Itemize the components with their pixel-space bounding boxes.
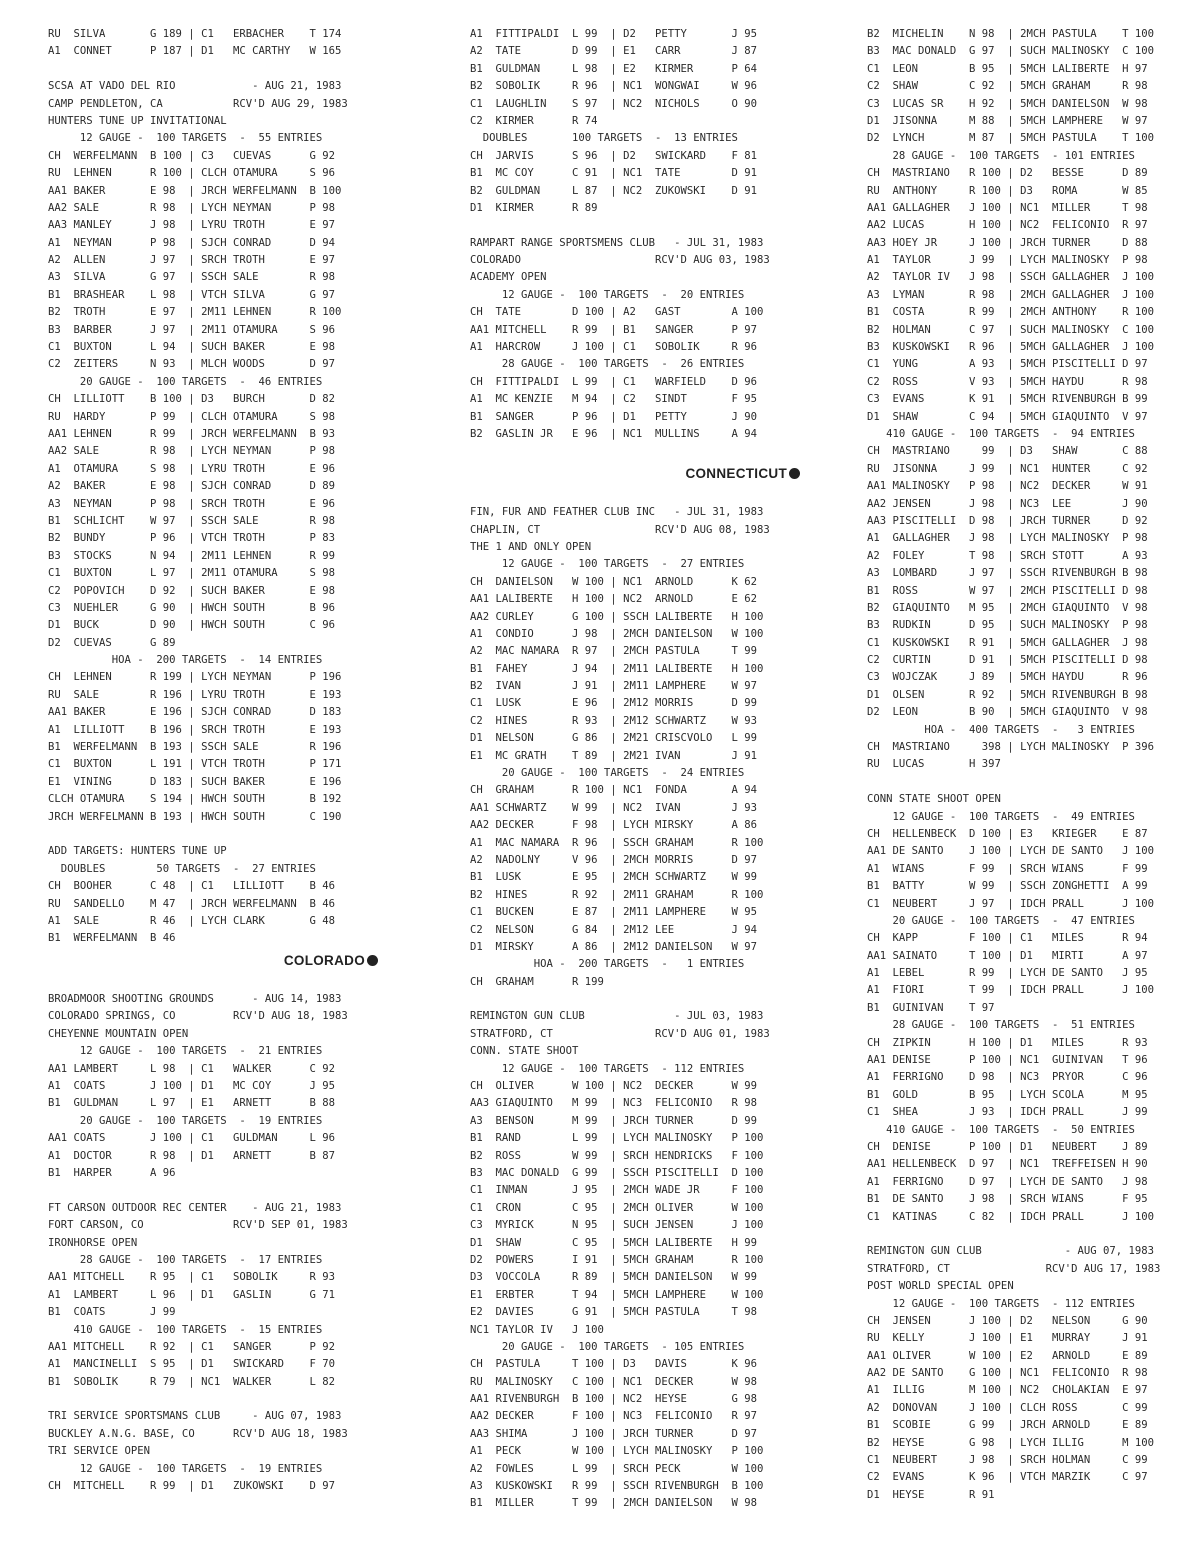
- result-line: B3 RUDKIN D 95 | SUCH MALINOSKY P 98: [867, 619, 1148, 632]
- result-line: AA2 SALE R 98 | LYCH NEYMAN P 98: [48, 201, 336, 214]
- result-line: FIN, FUR AND FEATHER CLUB INC - JUL 31, 1983: [470, 506, 764, 519]
- result-line: B1 SCOBIE G 99 | JRCH ARNOLD E 89: [867, 1419, 1148, 1432]
- result-line: CH GRAHAM R 199: [470, 975, 604, 988]
- result-line: CH DANIELSON W 100 | NC1 ARNOLD K 62: [470, 575, 758, 588]
- result-line: CONN STATE SHOOT OPEN: [867, 793, 1001, 806]
- result-line: B1 BRASHEAR L 98 | VTCH SILVA G 97: [48, 288, 336, 301]
- column-3: [867, 26, 1187, 1504]
- result-line: COLORADO SPRINGS, CO RCV'D AUG 18, 1983: [48, 1010, 348, 1023]
- result-line: THE 1 AND ONLY OPEN: [470, 540, 592, 553]
- result-line: AA3 HOEY JR J 100 | JRCH TURNER D 88: [867, 236, 1148, 249]
- result-line: A2 TAYLOR IV J 98 | SSCH GALLAGHER J 100: [867, 271, 1155, 284]
- result-line: CH DENISE P 100 | D1 NEUBERT J 89: [867, 1141, 1148, 1153]
- result-line: RU SALE R 196 | LYRU TROTH E 193: [48, 688, 342, 701]
- result-line: BUCKLEY A.N.G. BASE, CO RCV'D AUG 18, 1983: [48, 1427, 348, 1440]
- result-line: 20 GAUGE - 100 TARGETS - 24 ENTRIES: [470, 767, 745, 780]
- result-line: A1 GALLAGHER J 98 | LYCH MALINOSKY P 98: [867, 532, 1148, 545]
- result-line: 410 GAUGE - 100 TARGETS - 94 ENTRIES: [867, 427, 1135, 440]
- result-line: RU SILVA G 189 | C1 ERBACHER T 174: [48, 28, 342, 40]
- result-line: B2 HINES R 92 | 2M11 GRAHAM R 100: [470, 888, 764, 901]
- result-line: A2 ALLEN J 97 | SRCH TROTH E 97: [48, 254, 336, 267]
- result-line: 12 GAUGE - 100 TARGETS - 112 ENTRIES: [470, 1062, 745, 1075]
- result-line: RU KELLY J 100 | E1 MURRAY J 91: [867, 1332, 1148, 1345]
- result-line: A1 MC KENZIE M 94 | C2 SINDT F 95: [470, 393, 758, 406]
- result-line: AA1 DE SANTO J 100 | LYCH DE SANTO J 100: [867, 845, 1155, 858]
- result-line: B3 BARBER J 97 | 2M11 OTAMURA S 96: [48, 323, 336, 336]
- result-line: B1 COATS J 99: [48, 1306, 176, 1319]
- result-line: AA1 GALLAGHER J 100 | NC1 MILLER T 98: [867, 201, 1148, 214]
- result-line: A1 MANCINELLI S 95 | D1 SWICKARD F 70: [48, 1358, 336, 1371]
- result-line: B1 MC COY C 91 | NC1 TATE D 91: [470, 167, 758, 180]
- result-line: A1 FIORI T 99 | IDCH PRALL J 100: [867, 984, 1155, 997]
- result-line: D1 SHAW C 95 | 5MCH LALIBERTE H 99: [470, 1236, 758, 1249]
- result-line: CH JARVIS S 96 | D2 SWICKARD F 81: [470, 149, 758, 162]
- result-line: C1 KUSKOWSKI R 91 | 5MCH GALLAGHER J 98: [867, 636, 1148, 649]
- result-line: E1 ERBTER T 94 | 5MCH LAMPHERE W 100: [470, 1288, 764, 1301]
- result-line: IRONHORSE OPEN: [48, 1236, 138, 1249]
- result-line: B1 HARPER A 96: [48, 1167, 176, 1179]
- result-line: STRATFORD, CT RCV'D AUG 17, 1983: [867, 1262, 1161, 1275]
- blank-line: [48, 61, 378, 78]
- result-line: AA1 BAKER E 98 | JRCH WERFELMANN B 100: [48, 184, 342, 197]
- result-line: A1 ILLIG M 100 | NC2 CHOLAKIAN E 97: [867, 1384, 1148, 1397]
- result-line: C2 EVANS K 96 | VTCH MARZIK C 97: [867, 1471, 1148, 1484]
- result-line: CH MITCHELL R 99 | D1 ZUKOWSKI D 97: [48, 1480, 336, 1493]
- state-heading: [470, 461, 800, 487]
- result-line: A2 DONOVAN J 100 | CLCH ROSS C 99: [867, 1401, 1148, 1414]
- result-line: 28 GAUGE - 100 TARGETS - 51 ENTRIES: [867, 1019, 1135, 1032]
- result-line: A2 TATE D 99 | E1 CARR J 87: [470, 45, 758, 58]
- result-line: RU MALINOSKY C 100 | NC1 DECKER W 98: [470, 1375, 758, 1388]
- result-line: AA1 LALIBERTE H 100 | NC2 ARNOLD E 62: [470, 593, 758, 606]
- result-line: FORT CARSON, CO RCV'D SEP 01, 1983: [48, 1219, 348, 1232]
- result-line: AA1 LAMBERT L 98 | C1 WALKER C 92: [48, 1062, 336, 1075]
- result-line: 12 GAUGE - 100 TARGETS - 21 ENTRIES: [48, 1045, 323, 1058]
- result-line: B2 BUNDY P 96 | VTCH TROTH P 83: [48, 532, 336, 545]
- result-line: A1 FERRIGNO D 98 | NC3 PRYOR C 96: [867, 1071, 1148, 1084]
- result-line: C1 LUSK E 96 | 2M12 MORRIS D 99: [470, 697, 758, 710]
- result-line: CH WERFELMANN B 100 | C3 CUEVAS G 92: [48, 149, 336, 162]
- blank-line: [867, 1226, 1187, 1243]
- result-line: CONN. STATE SHOOT: [470, 1045, 579, 1058]
- result-line: B2 HOLMAN C 97 | SUCH MALINOSKY C 100: [867, 323, 1155, 336]
- result-line: A1 DOCTOR R 98 | D1 ARNETT B 87: [48, 1149, 336, 1162]
- result-line: 28 GAUGE - 100 TARGETS - 26 ENTRIES: [470, 358, 745, 371]
- column-1: [48, 26, 378, 1495]
- result-line: C1 YUNG A 93 | 5MCH PISCITELLI D 97: [867, 358, 1148, 371]
- result-line: D3 VOCCOLA R 89 | 5MCH DANIELSON W 99: [470, 1271, 758, 1284]
- result-line: C1 LEON B 95 | 5MCH LALIBERTE H 97: [867, 62, 1148, 75]
- result-line: B1 COSTA R 99 | 2MCH ANTHONY R 100: [867, 306, 1155, 319]
- result-line: AA1 SAINATO T 100 | D1 MIRTI A 97: [867, 949, 1148, 962]
- result-line: REMINGTON GUN CLUB - AUG 07, 1983: [867, 1245, 1155, 1258]
- result-line: C3 NUEHLER G 90 | HWCH SOUTH B 96: [48, 601, 336, 614]
- result-line: AA1 MITCHELL R 99 | B1 SANGER P 97: [470, 323, 758, 336]
- result-line: C1 BUXTON L 97 | 2M11 OTAMURA S 98: [48, 567, 336, 580]
- result-line: RU LUCAS H 397: [867, 758, 1001, 771]
- result-line: HUNTERS TUNE UP INVITATIONAL: [48, 114, 227, 127]
- result-line: A1 HARCROW J 100 | C1 SOBOLIK R 96: [470, 341, 758, 354]
- result-line: C2 ZEITERS N 93 | MLCH WOODS D 97: [48, 358, 336, 371]
- result-line: CH FITTIPALDI L 99 | C1 WARFIELD D 96: [470, 375, 758, 388]
- result-line: B1 WERFELMANN B 193 | SSCH SALE R 196: [48, 741, 342, 754]
- result-line: C2 SHAW C 92 | 5MCH GRAHAM R 98: [867, 80, 1148, 93]
- result-line: E1 MC GRATH T 89 | 2M21 IVAN J 91: [470, 749, 758, 762]
- result-line: D1 MIRSKY A 86 | 2M12 DANIELSON W 97: [470, 940, 758, 953]
- result-line: A1 WIANS F 99 | SRCH WIANS F 99: [867, 862, 1148, 875]
- result-line: A2 BAKER E 98 | SJCH CONRAD D 89: [48, 480, 336, 493]
- result-line: B2 IVAN J 91 | 2M11 LAMPHERE W 97: [470, 680, 758, 693]
- result-line: B2 MICHELIN N 98 | 2MCH PASTULA T 100: [867, 28, 1155, 40]
- result-line: C3 WOJCZAK J 89 | 5MCH HAYDU R 96: [867, 671, 1148, 684]
- result-line: A1 LAMBERT L 96 | D1 GASLIN G 71: [48, 1288, 336, 1301]
- result-line: A1 LILLIOTT B 196 | SRCH TROTH E 193: [48, 723, 342, 736]
- blank-line: [48, 1391, 378, 1408]
- result-line: B1 MILLER T 99 | 2MCH DANIELSON W 98: [470, 1497, 758, 1510]
- result-line: AA1 HELLENBECK D 97 | NC1 TREFFEISEN H 90: [867, 1158, 1148, 1171]
- result-line: CH PASTULA T 100 | D3 DAVIS K 96: [470, 1358, 758, 1371]
- result-line: A3 KUSKOWSKI R 99 | SSCH RIVENBURGH B 100: [470, 1480, 764, 1493]
- result-line: C2 ROSS V 93 | 5MCH HAYDU R 98: [867, 375, 1148, 388]
- result-line: AA2 LUCAS H 100 | NC2 FELICONIO R 97: [867, 219, 1148, 232]
- result-line: RU ANTHONY R 100 | D3 ROMA W 85: [867, 184, 1148, 197]
- result-line: CH JENSEN J 100 | D2 NELSON G 90: [867, 1314, 1148, 1327]
- result-line: A3 BENSON M 99 | JRCH TURNER D 99: [470, 1114, 758, 1127]
- result-line: RU JISONNA J 99 | NC1 HUNTER C 92: [867, 462, 1148, 475]
- result-line: CH ZIPKIN H 100 | D1 MILES R 93: [867, 1036, 1148, 1049]
- result-line: C1 LAUGHLIN S 97 | NC2 NICHOLS O 90: [470, 97, 758, 110]
- result-line: B3 MAC DONALD G 97 | SUCH MALINOSKY C 100: [867, 45, 1155, 58]
- result-line: RU HARDY P 99 | CLCH OTAMURA S 98: [48, 410, 336, 423]
- result-line: AA2 SALE R 98 | LYCH NEYMAN P 98: [48, 445, 336, 458]
- result-line: D1 KIRMER R 89: [470, 201, 598, 214]
- blank-line: [48, 826, 378, 843]
- result-line: B3 KUSKOWSKI R 96 | 5MCH GALLAGHER J 100: [867, 341, 1155, 354]
- result-line: C3 LUCAS SR H 92 | 5MCH DANIELSON W 98: [867, 97, 1148, 110]
- result-line: AA3 MANLEY J 98 | LYRU TROTH E 97: [48, 219, 336, 232]
- result-line: A1 SALE R 46 | LYCH CLARK G 48: [48, 914, 336, 927]
- result-line: D1 SHAW C 94 | 5MCH GIAQUINTO V 97: [867, 410, 1148, 423]
- result-line: C2 CURTIN D 91 | 5MCH PISCITELLI D 98: [867, 654, 1148, 667]
- result-line: B2 TROTH E 97 | 2M11 LEHNEN R 100: [48, 306, 342, 319]
- result-line: A3 NEYMAN P 98 | SRCH TROTH E 96: [48, 497, 336, 510]
- result-line: 12 GAUGE - 100 TARGETS - 27 ENTRIES: [470, 558, 745, 571]
- result-line: C1 NEUBERT J 97 | IDCH PRALL J 100: [867, 897, 1155, 910]
- result-line: A1 CONNET P 187 | D1 MC CARTHY W 165: [48, 45, 342, 58]
- result-line: B3 MAC DONALD G 99 | SSCH PISCITELLI D 100: [470, 1167, 764, 1179]
- result-line: A1 PECK W 100 | LYCH MALINOSKY P 100: [470, 1445, 764, 1458]
- column-2: [470, 26, 800, 1513]
- result-line: B1 GOLD B 95 | LYCH SCOLA M 95: [867, 1088, 1148, 1101]
- result-line: 20 GAUGE - 100 TARGETS - 105 ENTRIES: [470, 1340, 745, 1353]
- result-line: B1 GUINIVAN T 97: [867, 1001, 995, 1014]
- result-line: CH HELLENBECK D 100 | E3 KRIEGER E 87: [867, 827, 1148, 840]
- blank-line: [470, 991, 800, 1008]
- blank-line: [470, 217, 800, 234]
- result-line: CH TATE D 100 | A2 GAST A 100: [470, 306, 764, 319]
- result-line: B2 HEYSE G 98 | LYCH ILLIG M 100: [867, 1436, 1155, 1449]
- blank-line: [470, 487, 800, 504]
- result-line: COLORADO RCV'D AUG 03, 1983: [470, 254, 770, 267]
- result-line: E2 DAVIES G 91 | 5MCH PASTULA T 98: [470, 1306, 758, 1319]
- result-line: D2 LYNCH M 87 | 5MCH PASTULA T 100: [867, 132, 1155, 145]
- result-line: C2 HINES R 93 | 2M12 SCHWARTZ W 93: [470, 714, 758, 727]
- result-line: C1 KATINAS C 82 | IDCH PRALL J 100: [867, 1210, 1155, 1223]
- result-line: B1 SANGER P 96 | D1 PETTY J 90: [470, 410, 758, 423]
- result-line: CH MASTRIANO 99 | D3 SHAW C 88: [867, 445, 1148, 458]
- result-line: CH KAPP F 100 | C1 MILES R 94: [867, 932, 1148, 945]
- result-line: 12 GAUGE - 100 TARGETS - 20 ENTRIES: [470, 288, 745, 301]
- result-line: AA2 CURLEY G 100 | SSCH LALIBERTE H 100: [470, 610, 764, 623]
- result-line: C1 BUXTON L 94 | SUCH BAKER E 98: [48, 341, 336, 354]
- result-line: B1 RAND L 99 | LYCH MALINOSKY P 100: [470, 1132, 764, 1145]
- result-line: B2 GASLIN JR E 96 | NC1 MULLINS A 94: [470, 427, 758, 440]
- result-line: AA1 RIVENBURGH B 100 | NC2 HEYSE G 98: [470, 1393, 758, 1406]
- blank-line: [470, 443, 800, 460]
- result-line: B2 ROSS W 99 | SRCH HENDRICKS F 100: [470, 1149, 764, 1162]
- result-line: B1 FAHEY J 94 | 2M11 LALIBERTE H 100: [470, 662, 764, 675]
- result-line: A1 FITTIPALDI L 99 | D2 PETTY J 95: [470, 28, 758, 40]
- result-line: C1 INMAN J 95 | 2MCH WADE JR F 100: [470, 1184, 764, 1197]
- result-line: FT CARSON OUTDOOR REC CENTER - AUG 21, 1983: [48, 1201, 342, 1214]
- result-line: C1 BUXTON L 191 | VTCH TROTH P 171: [48, 758, 342, 771]
- result-line: AA1 LEHNEN R 99 | JRCH WERFELMANN B 93: [48, 427, 336, 440]
- result-line: C2 NELSON G 84 | 2M12 LEE J 94: [470, 923, 758, 936]
- result-line: 410 GAUGE - 100 TARGETS - 15 ENTRIES: [48, 1323, 323, 1336]
- result-line: POST WORLD SPECIAL OPEN: [867, 1280, 1014, 1293]
- result-line: C3 EVANS K 91 | 5MCH RIVENBURGH B 99: [867, 393, 1148, 406]
- state-heading-label: CONNECTICUT: [685, 465, 787, 481]
- result-line: A1 NEYMAN P 98 | SJCH CONRAD D 94: [48, 236, 336, 249]
- result-line: AA3 SHIMA J 100 | JRCH TURNER D 97: [470, 1427, 758, 1440]
- result-line: CH OLIVER W 100 | NC2 DECKER W 99: [470, 1080, 758, 1093]
- result-line: CH GRAHAM R 100 | NC1 FONDA A 94: [470, 784, 758, 797]
- result-line: 28 GAUGE - 100 TARGETS - 17 ENTRIES: [48, 1253, 323, 1266]
- result-line: JRCH WERFELMANN B 193 | HWCH SOUTH C 190: [48, 810, 342, 823]
- result-line: CH MASTRIANO R 100 | D2 BESSE D 89: [867, 167, 1148, 180]
- result-line: AA2 DECKER F 98 | LYCH MIRSKY A 86: [470, 819, 758, 832]
- result-line: B1 WERFELMANN B 46: [48, 932, 176, 945]
- result-line: AA1 BAKER E 196 | SJCH CONRAD D 183: [48, 706, 342, 719]
- result-line: DOUBLES 100 TARGETS - 13 ENTRIES: [470, 132, 738, 145]
- result-line: BROADMOOR SHOOTING GROUNDS - AUG 14, 1983: [48, 993, 342, 1006]
- result-line: 410 GAUGE - 100 TARGETS - 50 ENTRIES: [867, 1123, 1135, 1136]
- result-line: ADD TARGETS: HUNTERS TUNE UP: [48, 845, 227, 858]
- result-line: 20 GAUGE - 100 TARGETS - 47 ENTRIES: [867, 914, 1135, 927]
- result-line: AA2 DECKER F 100 | NC3 FELICONIO R 97: [470, 1410, 758, 1423]
- blank-line: [48, 1182, 378, 1199]
- result-line: B1 BATTY W 99 | SSCH ZONGHETTI A 99: [867, 880, 1148, 893]
- result-line: A1 OTAMURA S 98 | LYRU TROTH E 96: [48, 462, 336, 475]
- result-line: B2 GIAQUINTO M 95 | 2MCH GIAQUINTO V 98: [867, 601, 1148, 614]
- result-line: A1 COATS J 100 | D1 MC COY J 95: [48, 1080, 336, 1093]
- result-line: C3 MYRICK N 95 | SUCH JENSEN J 100: [470, 1219, 764, 1232]
- result-line: C1 CRON C 95 | 2MCH OLIVER W 100: [470, 1201, 764, 1214]
- result-line: A1 MAC NAMARA R 96 | SSCH GRAHAM R 100: [470, 836, 764, 849]
- state-heading-label: COLORADO: [283, 952, 365, 968]
- result-line: A1 LEBEL R 99 | LYCH DE SANTO J 95: [867, 967, 1148, 980]
- result-line: B1 SCHLICHT W 97 | SSCH SALE R 98: [48, 514, 336, 527]
- result-line: D2 LEON B 90 | 5MCH GIAQUINTO V 98: [867, 706, 1148, 719]
- state-heading: [48, 948, 378, 974]
- result-line: B2 GULDMAN L 87 | NC2 ZUKOWSKI D 91: [470, 184, 758, 197]
- result-line: A2 FOWLES L 99 | SRCH PECK W 100: [470, 1462, 764, 1475]
- result-line: CH LILLIOTT B 100 | D3 BURCH D 82: [48, 393, 336, 406]
- result-line: AA1 COATS J 100 | C1 GULDMAN L 96: [48, 1132, 336, 1145]
- result-line: AA3 PISCITELLI D 98 | JRCH TURNER D 92: [867, 514, 1148, 527]
- result-line: CH LEHNEN R 199 | LYCH NEYMAN P 196: [48, 671, 342, 684]
- result-line: CHEYENNE MOUNTAIN OPEN: [48, 1027, 189, 1040]
- result-line: A3 LYMAN R 98 | 2MCH GALLAGHER J 100: [867, 288, 1155, 301]
- result-line: D1 JISONNA M 88 | 5MCH LAMPHERE W 97: [867, 114, 1148, 127]
- result-line: B2 SOBOLIK R 96 | NC1 WONGWAI W 96: [470, 80, 758, 93]
- result-line: 28 GAUGE - 100 TARGETS - 101 ENTRIES: [867, 149, 1135, 162]
- result-line: A3 LOMBARD J 97 | SSCH RIVENBURGH B 98: [867, 567, 1148, 580]
- result-line: CLCH OTAMURA S 194 | HWCH SOUTH B 192: [48, 793, 342, 806]
- result-line: D2 CUEVAS G 89: [48, 636, 176, 649]
- result-line: D1 BUCK D 90 | HWCH SOUTH C 96: [48, 619, 336, 632]
- result-line: 12 GAUGE - 100 TARGETS - 55 ENTRIES: [48, 132, 323, 145]
- result-line: B1 DE SANTO J 98 | SRCH WIANS F 95: [867, 1193, 1148, 1206]
- result-line: AA1 MALINOSKY P 98 | NC2 DECKER W 91: [867, 480, 1148, 493]
- result-line: B1 GULDMAN L 98 | E2 KIRMER P 64: [470, 62, 758, 75]
- result-line: 12 GAUGE - 100 TARGETS - 19 ENTRIES: [48, 1462, 323, 1475]
- result-line: CHAPLIN, CT RCV'D AUG 08, 1983: [470, 523, 770, 536]
- result-line: AA1 MITCHELL R 95 | C1 SOBOLIK R 93: [48, 1271, 336, 1284]
- result-line: C1 NEUBERT J 98 | SRCH HOLMAN C 99: [867, 1454, 1148, 1467]
- result-line: C1 SHEA J 93 | IDCH PRALL J 99: [867, 1106, 1148, 1119]
- result-line: CH MASTRIANO 398 | LYCH MALINOSKY P 396: [867, 741, 1155, 754]
- result-line: A1 TAYLOR J 99 | LYCH MALINOSKY P 98: [867, 254, 1148, 267]
- result-line: 12 GAUGE - 100 TARGETS - 112 ENTRIES: [867, 1297, 1135, 1310]
- blank-line: [48, 974, 378, 991]
- result-line: DOUBLES 50 TARGETS - 27 ENTRIES: [48, 862, 316, 875]
- result-line: B1 ROSS W 97 | 2MCH PISCITELLI D 98: [867, 584, 1148, 597]
- result-line: B3 STOCKS N 94 | 2M11 LEHNEN R 99: [48, 549, 336, 562]
- result-line: NC1 TAYLOR IV J 100: [470, 1323, 604, 1336]
- result-line: HOA - 200 TARGETS - 1 ENTRIES: [470, 958, 745, 971]
- result-line: B1 SOBOLIK R 79 | NC1 WALKER L 82: [48, 1375, 336, 1388]
- bullet-dot-icon: [367, 955, 378, 966]
- result-line: CAMP PENDLETON, CA RCV'D AUG 29, 1983: [48, 97, 348, 110]
- result-line: SCSA AT VADO DEL RIO - AUG 21, 1983: [48, 80, 342, 93]
- result-line: D1 HEYSE R 91: [867, 1488, 995, 1501]
- result-line: B1 LUSK E 95 | 2MCH SCHWARTZ W 99: [470, 871, 758, 884]
- result-line: AA1 OLIVER W 100 | E2 ARNOLD E 89: [867, 1349, 1148, 1362]
- result-line: STRATFORD, CT RCV'D AUG 01, 1983: [470, 1027, 770, 1040]
- result-line: D1 OLSEN R 92 | 5MCH RIVENBURGH B 98: [867, 688, 1148, 701]
- blank-line: [867, 774, 1187, 791]
- result-line: AA1 MITCHELL R 92 | C1 SANGER P 92: [48, 1340, 336, 1353]
- result-line: CH BOOHER C 48 | C1 LILLIOTT B 46: [48, 880, 336, 893]
- result-line: AA1 DENISE P 100 | NC1 GUINIVAN T 96: [867, 1054, 1148, 1067]
- result-line: A1 FERRIGNO D 97 | LYCH DE SANTO J 98: [867, 1175, 1148, 1188]
- result-line: ACADEMY OPEN: [470, 271, 547, 284]
- result-line: C2 POPOVICH D 92 | SUCH BAKER E 98: [48, 584, 336, 597]
- result-line: C2 KIRMER R 74: [470, 114, 598, 127]
- result-line: C1 BUCKEN E 87 | 2M11 LAMPHERE W 95: [470, 906, 758, 919]
- result-line: AA2 DE SANTO G 100 | NC1 FELICONIO R 98: [867, 1367, 1148, 1380]
- result-line: 12 GAUGE - 100 TARGETS - 49 ENTRIES: [867, 810, 1135, 823]
- result-line: TRI SERVICE OPEN: [48, 1445, 151, 1458]
- result-line: AA1 SCHWARTZ W 99 | NC2 IVAN J 93: [470, 801, 758, 814]
- result-line: 20 GAUGE - 100 TARGETS - 19 ENTRIES: [48, 1114, 323, 1127]
- result-line: A3 SILVA G 97 | SSCH SALE R 98: [48, 271, 336, 284]
- result-line: RU LEHNEN R 100 | CLCH OTAMURA S 96: [48, 167, 336, 180]
- result-line: D1 NELSON G 86 | 2M21 CRISCVOLO L 99: [470, 732, 758, 745]
- result-line: A2 NADOLNY V 96 | 2MCH MORRIS D 97: [470, 853, 758, 866]
- result-line: REMINGTON GUN CLUB - JUL 03, 1983: [470, 1010, 764, 1023]
- result-line: RU SANDELLO M 47 | JRCH WERFELMANN B 46: [48, 897, 336, 910]
- result-line: HOA - 400 TARGETS - 3 ENTRIES: [867, 723, 1135, 736]
- result-line: AA2 JENSEN J 98 | NC3 LEE J 90: [867, 497, 1148, 510]
- result-line: E1 VINING D 183 | SUCH BAKER E 196: [48, 775, 342, 788]
- result-line: 20 GAUGE - 100 TARGETS - 46 ENTRIES: [48, 375, 323, 388]
- result-line: TRI SERVICE SPORTSMANS CLUB - AUG 07, 1983: [48, 1410, 342, 1423]
- result-line: HOA - 200 TARGETS - 14 ENTRIES: [48, 654, 323, 667]
- result-line: AA3 GIAQUINTO M 99 | NC3 FELICONIO R 98: [470, 1097, 758, 1110]
- result-line: RAMPART RANGE SPORTSMENS CLUB - JUL 31, 1983: [470, 236, 764, 249]
- result-line: A1 CONDIO J 98 | 2MCH DANIELSON W 100: [470, 627, 764, 640]
- result-line: A2 MAC NAMARA R 97 | 2MCH PASTULA T 99: [470, 645, 758, 658]
- result-line: D2 POWERS I 91 | 5MCH GRAHAM R 100: [470, 1253, 764, 1266]
- result-line: B1 GULDMAN L 97 | E1 ARNETT B 88: [48, 1097, 336, 1110]
- result-line: A2 FOLEY T 98 | SRCH STOTT A 93: [867, 549, 1148, 562]
- bullet-dot-icon: [789, 468, 800, 479]
